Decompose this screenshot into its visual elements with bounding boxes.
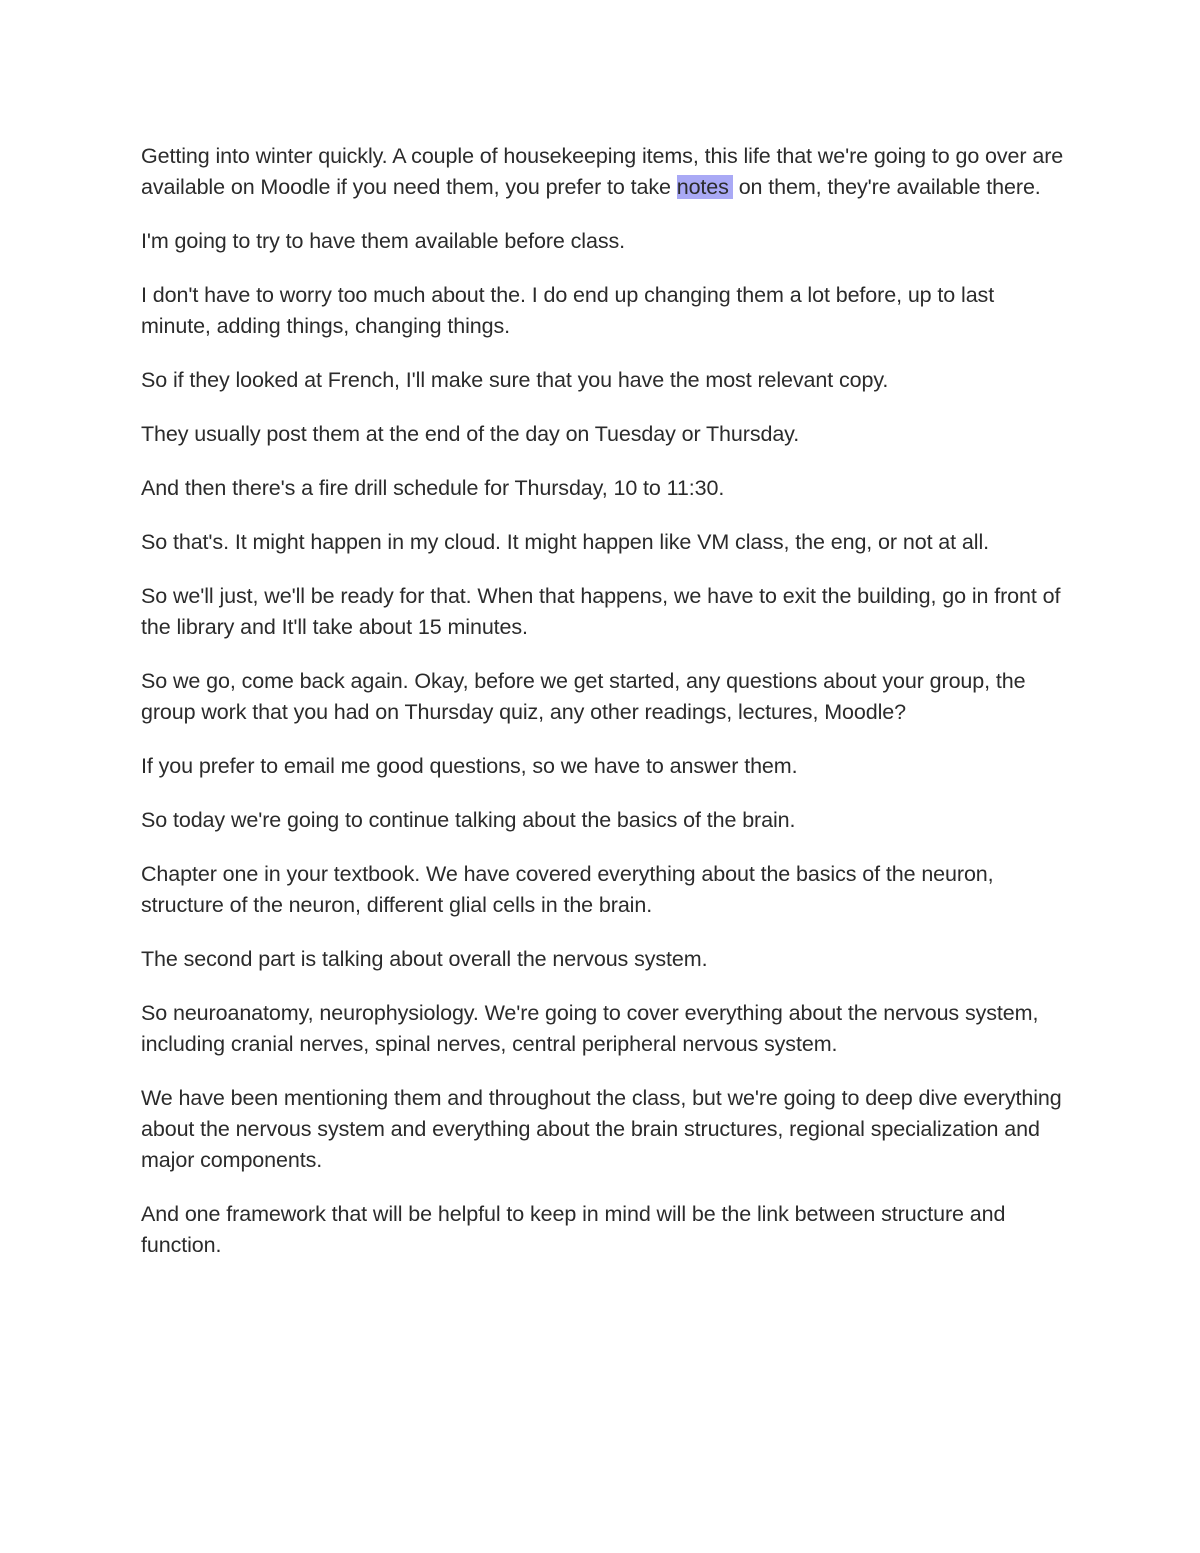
paragraph-7: So that's. It might happen in my cloud. It might happen like VM class, the eng, or not at all.	[141, 530, 989, 554]
highlighted-word[interactable]: notes	[677, 175, 733, 199]
paragraph-16: And one framework that will be helpful to keep in mind will be the link between structure and function.	[141, 1202, 1006, 1257]
paragraph-1-text-before: Getting into winter quickly. A couple of housekeeping items, this life that we're going to go over are available on Moodle if you need them, you prefer to take	[141, 144, 1064, 199]
paragraph-12: Chapter one in your textbook. We have covered everything about the basics of the neuron, structure of the neuron, different glial cells in the brain.	[141, 862, 994, 917]
paragraph-10: If you prefer to email me good questions, so we have to answer them.	[141, 754, 798, 778]
paragraph-9: So we go, come back again. Okay, before we get started, any questions about your group, the group work that you had on Thursday quiz, any other readings, lectures, Moodle?	[141, 669, 1026, 724]
paragraph-15: We have been mentioning them and throughout the class, but we're going to deep dive everything about the nervous system and everything about the brain structures, regional specialization and major components.	[141, 1086, 1062, 1172]
paragraph-6: And then there's a fire drill schedule for Thursday, 10 to 11:30.	[141, 476, 725, 500]
paragraph-2: I'm going to try to have them available before class.	[141, 229, 626, 253]
paragraph-8: So we'll just, we'll be ready for that. When that happens, we have to exit the building, go in front of the library and It'll take about 15 minutes.	[141, 584, 1061, 639]
paragraph-14: So neuroanatomy, neurophysiology. We're going to cover everything about the nervous system, including cranial nerves, spinal nerves, central peripheral nervous system.	[141, 1001, 1039, 1056]
paragraph-3: I don't have to worry too much about the. I do end up changing them a lot before, up to last minute, adding things, changing things.	[141, 283, 995, 338]
paragraph-1	[141, 141, 1066, 203]
paragraph-13: The second part is talking about overall the nervous system.	[141, 947, 708, 971]
paragraph-1-text-after: on them, they're available there.	[732, 175, 1041, 199]
transcript-body	[141, 141, 1066, 1284]
paragraph-5: They usually post them at the end of the day on Tuesday or Thursday.	[141, 422, 800, 446]
paragraph-11: So today we're going to continue talking about the basics of the brain.	[141, 808, 796, 832]
paragraph-4: So if they looked at French, I'll make sure that you have the most relevant copy.	[141, 368, 889, 392]
